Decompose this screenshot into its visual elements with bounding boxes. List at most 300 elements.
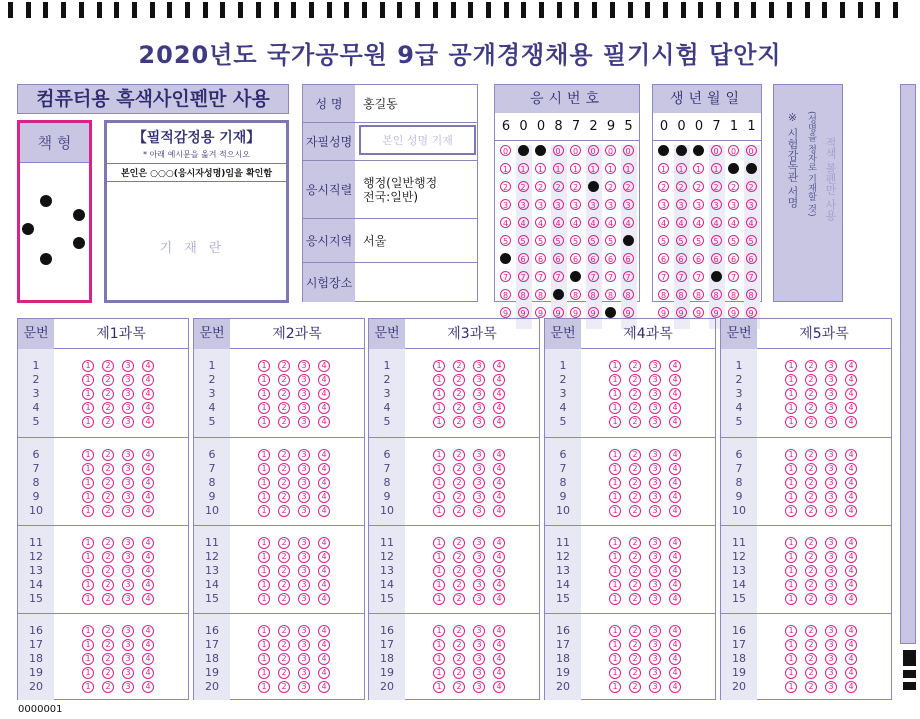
digit-bubble-4[interactable]: 4 bbox=[535, 217, 546, 228]
digit-bubble-8[interactable]: 8 bbox=[570, 289, 581, 300]
digit-bubble-7[interactable]: 7 bbox=[658, 271, 669, 282]
answer-bubble-1[interactable]: 1 bbox=[258, 639, 270, 651]
answer-bubble-1[interactable]: 1 bbox=[82, 593, 94, 605]
digit-bubble-0[interactable]: 0 bbox=[500, 145, 511, 156]
answer-bubble-3[interactable]: 3 bbox=[649, 593, 661, 605]
digit-bubble-7[interactable]: 7 bbox=[693, 271, 704, 282]
answer-bubble-4[interactable]: 4 bbox=[142, 463, 154, 475]
answer-bubble-3[interactable]: 3 bbox=[473, 537, 485, 549]
answer-bubble-1[interactable]: 1 bbox=[609, 667, 621, 679]
digit-bubble-0[interactable]: 0 bbox=[728, 145, 739, 156]
answer-bubble-1[interactable]: 1 bbox=[258, 551, 270, 563]
answer-bubble-3[interactable]: 3 bbox=[122, 388, 134, 400]
answer-bubble-2[interactable]: 2 bbox=[629, 653, 641, 665]
answer-bubble-2[interactable]: 2 bbox=[805, 639, 817, 651]
answer-bubble-1[interactable]: 1 bbox=[82, 449, 94, 461]
answer-bubble-4[interactable]: 4 bbox=[493, 579, 505, 591]
answer-bubble-4[interactable]: 4 bbox=[318, 477, 330, 489]
answer-bubble-4[interactable]: 4 bbox=[845, 537, 857, 549]
answer-bubble-1[interactable]: 1 bbox=[82, 667, 94, 679]
answer-bubble-3[interactable]: 3 bbox=[122, 551, 134, 563]
answer-bubble-3[interactable]: 3 bbox=[122, 593, 134, 605]
answer-bubble-4[interactable]: 4 bbox=[845, 416, 857, 428]
digit-bubble-5[interactable]: 5 bbox=[518, 235, 529, 246]
answer-bubble-2[interactable]: 2 bbox=[278, 505, 290, 517]
answer-bubble-4[interactable]: 4 bbox=[493, 463, 505, 475]
answer-bubble-2[interactable]: 2 bbox=[102, 593, 114, 605]
answer-bubble-3[interactable]: 3 bbox=[649, 565, 661, 577]
answer-bubble-1[interactable]: 1 bbox=[433, 625, 445, 637]
digit-bubble-1[interactable]: 1 bbox=[535, 163, 546, 174]
answer-bubble-4[interactable]: 4 bbox=[493, 505, 505, 517]
answer-bubble-3[interactable]: 3 bbox=[298, 477, 310, 489]
answer-bubble-3[interactable]: 3 bbox=[473, 491, 485, 503]
digit-bubble-4[interactable]: 4 bbox=[588, 217, 599, 228]
digit-bubble-2[interactable]: 2 bbox=[746, 181, 757, 192]
answer-bubble-1[interactable]: 1 bbox=[609, 565, 621, 577]
answer-bubble-3[interactable]: 3 bbox=[825, 537, 837, 549]
answer-bubble-2[interactable]: 2 bbox=[278, 402, 290, 414]
digit-bubble-4[interactable]: 4 bbox=[500, 217, 511, 228]
answer-bubble-1[interactable]: 1 bbox=[258, 593, 270, 605]
answer-bubble-4[interactable]: 4 bbox=[142, 593, 154, 605]
answer-bubble-3[interactable]: 3 bbox=[649, 491, 661, 503]
answer-bubble-3[interactable]: 3 bbox=[473, 402, 485, 414]
answer-bubble-3[interactable]: 3 bbox=[649, 681, 661, 693]
answer-bubble-4[interactable]: 4 bbox=[845, 639, 857, 651]
answer-bubble-2[interactable]: 2 bbox=[278, 625, 290, 637]
digit-bubble-8[interactable]: 8 bbox=[518, 289, 529, 300]
digit-bubble-5[interactable]: 5 bbox=[605, 235, 616, 246]
digit-bubble-4[interactable]: 4 bbox=[553, 217, 564, 228]
answer-bubble-4[interactable]: 4 bbox=[142, 681, 154, 693]
answer-bubble-4[interactable]: 4 bbox=[142, 653, 154, 665]
answer-bubble-1[interactable]: 1 bbox=[785, 402, 797, 414]
answer-bubble-1[interactable]: 1 bbox=[433, 402, 445, 414]
answer-bubble-2[interactable]: 2 bbox=[805, 402, 817, 414]
signature-field[interactable]: 본인 성명 기재 bbox=[359, 125, 476, 155]
answer-bubble-1[interactable]: 1 bbox=[258, 537, 270, 549]
answer-bubble-1[interactable]: 1 bbox=[785, 374, 797, 386]
answer-bubble-1[interactable]: 1 bbox=[609, 639, 621, 651]
answer-bubble-4[interactable]: 4 bbox=[669, 477, 681, 489]
answer-bubble-4[interactable]: 4 bbox=[318, 402, 330, 414]
digit-bubble-6[interactable]: 6 bbox=[728, 253, 739, 264]
answer-bubble-3[interactable]: 3 bbox=[649, 374, 661, 386]
answer-bubble-3[interactable]: 3 bbox=[825, 681, 837, 693]
digit-bubble-6[interactable]: 6 bbox=[746, 253, 757, 264]
answer-bubble-4[interactable]: 4 bbox=[669, 463, 681, 475]
answer-bubble-2[interactable]: 2 bbox=[102, 667, 114, 679]
answer-bubble-4[interactable]: 4 bbox=[669, 653, 681, 665]
digit-bubble-6[interactable]: 6 bbox=[500, 253, 511, 264]
answer-bubble-3[interactable]: 3 bbox=[825, 360, 837, 372]
answer-bubble-4[interactable]: 4 bbox=[669, 360, 681, 372]
answer-bubble-4[interactable]: 4 bbox=[142, 565, 154, 577]
answer-bubble-1[interactable]: 1 bbox=[82, 477, 94, 489]
answer-bubble-3[interactable]: 3 bbox=[298, 360, 310, 372]
digit-bubble-8[interactable]: 8 bbox=[658, 289, 669, 300]
answer-bubble-3[interactable]: 3 bbox=[122, 625, 134, 637]
answer-bubble-3[interactable]: 3 bbox=[473, 667, 485, 679]
answer-bubble-2[interactable]: 2 bbox=[453, 374, 465, 386]
digit-bubble-7[interactable]: 7 bbox=[711, 271, 722, 282]
answer-bubble-1[interactable]: 1 bbox=[609, 579, 621, 591]
answer-bubble-4[interactable]: 4 bbox=[669, 667, 681, 679]
answer-bubble-4[interactable]: 4 bbox=[845, 491, 857, 503]
answer-bubble-4[interactable]: 4 bbox=[669, 593, 681, 605]
answer-bubble-3[interactable]: 3 bbox=[649, 625, 661, 637]
digit-bubble-3[interactable]: 3 bbox=[588, 199, 599, 210]
answer-bubble-1[interactable]: 1 bbox=[785, 477, 797, 489]
digit-bubble-2[interactable]: 2 bbox=[605, 181, 616, 192]
digit-bubble-9[interactable]: 9 bbox=[570, 307, 581, 318]
digit-bubble-7[interactable]: 7 bbox=[570, 271, 581, 282]
digit-bubble-1[interactable]: 1 bbox=[693, 163, 704, 174]
handwriting-area[interactable]: 기재란 bbox=[159, 241, 234, 256]
answer-bubble-2[interactable]: 2 bbox=[102, 449, 114, 461]
digit-bubble-1[interactable]: 1 bbox=[728, 163, 739, 174]
digit-bubble-1[interactable]: 1 bbox=[746, 163, 757, 174]
answer-bubble-4[interactable]: 4 bbox=[845, 565, 857, 577]
answer-bubble-2[interactable]: 2 bbox=[102, 537, 114, 549]
answer-bubble-2[interactable]: 2 bbox=[102, 360, 114, 372]
answer-bubble-2[interactable]: 2 bbox=[805, 374, 817, 386]
digit-bubble-4[interactable]: 4 bbox=[746, 217, 757, 228]
answer-bubble-2[interactable]: 2 bbox=[102, 579, 114, 591]
answer-bubble-2[interactable]: 2 bbox=[629, 537, 641, 549]
answer-bubble-2[interactable]: 2 bbox=[629, 639, 641, 651]
digit-bubble-5[interactable]: 5 bbox=[623, 235, 634, 246]
digit-bubble-0[interactable]: 0 bbox=[553, 145, 564, 156]
answer-bubble-3[interactable]: 3 bbox=[298, 625, 310, 637]
answer-bubble-4[interactable]: 4 bbox=[493, 593, 505, 605]
answer-bubble-4[interactable]: 4 bbox=[493, 625, 505, 637]
answer-bubble-3[interactable]: 3 bbox=[473, 388, 485, 400]
answer-bubble-1[interactable]: 1 bbox=[258, 402, 270, 414]
answer-bubble-2[interactable]: 2 bbox=[102, 681, 114, 693]
digit-bubble-6[interactable]: 6 bbox=[518, 253, 529, 264]
answer-bubble-4[interactable]: 4 bbox=[669, 579, 681, 591]
answer-bubble-2[interactable]: 2 bbox=[805, 416, 817, 428]
answer-bubble-3[interactable]: 3 bbox=[473, 639, 485, 651]
digit-bubble-2[interactable]: 2 bbox=[553, 181, 564, 192]
answer-bubble-2[interactable]: 2 bbox=[278, 463, 290, 475]
answer-bubble-4[interactable]: 4 bbox=[318, 360, 330, 372]
answer-bubble-2[interactable]: 2 bbox=[453, 402, 465, 414]
digit-bubble-0[interactable]: 0 bbox=[605, 145, 616, 156]
answer-bubble-1[interactable]: 1 bbox=[785, 537, 797, 549]
digit-bubble-0[interactable]: 0 bbox=[588, 145, 599, 156]
digit-bubble-2[interactable]: 2 bbox=[500, 181, 511, 192]
answer-bubble-2[interactable]: 2 bbox=[629, 593, 641, 605]
answer-bubble-1[interactable]: 1 bbox=[785, 491, 797, 503]
answer-bubble-2[interactable]: 2 bbox=[629, 416, 641, 428]
answer-bubble-2[interactable]: 2 bbox=[805, 565, 817, 577]
answer-bubble-4[interactable]: 4 bbox=[669, 416, 681, 428]
answer-bubble-2[interactable]: 2 bbox=[453, 579, 465, 591]
answer-bubble-4[interactable]: 4 bbox=[845, 449, 857, 461]
digit-bubble-1[interactable]: 1 bbox=[605, 163, 616, 174]
digit-bubble-1[interactable]: 1 bbox=[553, 163, 564, 174]
digit-bubble-9[interactable]: 9 bbox=[711, 307, 722, 318]
answer-bubble-1[interactable]: 1 bbox=[433, 667, 445, 679]
answer-bubble-3[interactable]: 3 bbox=[122, 639, 134, 651]
answer-bubble-1[interactable]: 1 bbox=[609, 625, 621, 637]
answer-bubble-3[interactable]: 3 bbox=[825, 505, 837, 517]
digit-bubble-3[interactable]: 3 bbox=[676, 199, 687, 210]
answer-bubble-2[interactable]: 2 bbox=[629, 667, 641, 679]
digit-bubble-7[interactable]: 7 bbox=[500, 271, 511, 282]
answer-bubble-1[interactable]: 1 bbox=[258, 505, 270, 517]
answer-bubble-1[interactable]: 1 bbox=[609, 374, 621, 386]
answer-bubble-4[interactable]: 4 bbox=[142, 667, 154, 679]
answer-bubble-1[interactable]: 1 bbox=[785, 653, 797, 665]
answer-bubble-2[interactable]: 2 bbox=[278, 388, 290, 400]
answer-bubble-1[interactable]: 1 bbox=[609, 537, 621, 549]
digit-bubble-1[interactable]: 1 bbox=[623, 163, 634, 174]
answer-bubble-3[interactable]: 3 bbox=[473, 463, 485, 475]
digit-bubble-9[interactable]: 9 bbox=[728, 307, 739, 318]
digit-bubble-4[interactable]: 4 bbox=[711, 217, 722, 228]
digit-bubble-3[interactable]: 3 bbox=[693, 199, 704, 210]
digit-bubble-1[interactable]: 1 bbox=[500, 163, 511, 174]
answer-bubble-4[interactable]: 4 bbox=[142, 505, 154, 517]
answer-bubble-2[interactable]: 2 bbox=[278, 360, 290, 372]
answer-bubble-4[interactable]: 4 bbox=[493, 388, 505, 400]
digit-bubble-9[interactable]: 9 bbox=[623, 307, 634, 318]
digit-bubble-4[interactable]: 4 bbox=[570, 217, 581, 228]
answer-bubble-4[interactable]: 4 bbox=[142, 491, 154, 503]
digit-bubble-1[interactable]: 1 bbox=[658, 163, 669, 174]
answer-bubble-2[interactable]: 2 bbox=[278, 374, 290, 386]
answer-bubble-1[interactable]: 1 bbox=[258, 416, 270, 428]
answer-bubble-2[interactable]: 2 bbox=[102, 565, 114, 577]
answer-bubble-4[interactable]: 4 bbox=[142, 360, 154, 372]
digit-bubble-0[interactable]: 0 bbox=[746, 145, 757, 156]
digit-bubble-8[interactable]: 8 bbox=[588, 289, 599, 300]
answer-bubble-2[interactable]: 2 bbox=[629, 449, 641, 461]
answer-bubble-4[interactable]: 4 bbox=[493, 402, 505, 414]
answer-bubble-4[interactable]: 4 bbox=[493, 537, 505, 549]
answer-bubble-4[interactable]: 4 bbox=[845, 667, 857, 679]
digit-bubble-9[interactable]: 9 bbox=[658, 307, 669, 318]
answer-bubble-2[interactable]: 2 bbox=[102, 625, 114, 637]
answer-bubble-4[interactable]: 4 bbox=[669, 565, 681, 577]
digit-bubble-6[interactable]: 6 bbox=[570, 253, 581, 264]
answer-bubble-3[interactable]: 3 bbox=[473, 360, 485, 372]
digit-bubble-6[interactable]: 6 bbox=[658, 253, 669, 264]
answer-bubble-2[interactable]: 2 bbox=[278, 449, 290, 461]
answer-bubble-2[interactable]: 2 bbox=[629, 551, 641, 563]
answer-bubble-3[interactable]: 3 bbox=[825, 593, 837, 605]
answer-bubble-2[interactable]: 2 bbox=[453, 416, 465, 428]
answer-bubble-4[interactable]: 4 bbox=[142, 449, 154, 461]
answer-bubble-2[interactable]: 2 bbox=[805, 625, 817, 637]
answer-bubble-3[interactable]: 3 bbox=[473, 477, 485, 489]
answer-bubble-2[interactable]: 2 bbox=[278, 416, 290, 428]
answer-bubble-2[interactable]: 2 bbox=[453, 537, 465, 549]
answer-bubble-4[interactable]: 4 bbox=[493, 491, 505, 503]
answer-bubble-1[interactable]: 1 bbox=[609, 681, 621, 693]
answer-bubble-2[interactable]: 2 bbox=[278, 667, 290, 679]
digit-bubble-7[interactable]: 7 bbox=[676, 271, 687, 282]
answer-bubble-2[interactable]: 2 bbox=[453, 491, 465, 503]
answer-bubble-3[interactable]: 3 bbox=[298, 505, 310, 517]
answer-bubble-1[interactable]: 1 bbox=[258, 565, 270, 577]
answer-bubble-1[interactable]: 1 bbox=[785, 593, 797, 605]
answer-bubble-1[interactable]: 1 bbox=[609, 388, 621, 400]
digit-bubble-7[interactable]: 7 bbox=[605, 271, 616, 282]
answer-bubble-1[interactable]: 1 bbox=[258, 491, 270, 503]
answer-bubble-4[interactable]: 4 bbox=[493, 681, 505, 693]
answer-bubble-1[interactable]: 1 bbox=[82, 639, 94, 651]
answer-bubble-2[interactable]: 2 bbox=[805, 681, 817, 693]
answer-bubble-4[interactable]: 4 bbox=[493, 449, 505, 461]
digit-bubble-2[interactable]: 2 bbox=[518, 181, 529, 192]
answer-bubble-2[interactable]: 2 bbox=[629, 477, 641, 489]
answer-bubble-3[interactable]: 3 bbox=[649, 639, 661, 651]
answer-bubble-2[interactable]: 2 bbox=[102, 491, 114, 503]
answer-bubble-2[interactable]: 2 bbox=[629, 565, 641, 577]
answer-bubble-4[interactable]: 4 bbox=[142, 477, 154, 489]
answer-bubble-4[interactable]: 4 bbox=[142, 402, 154, 414]
answer-bubble-3[interactable]: 3 bbox=[825, 579, 837, 591]
digit-bubble-2[interactable]: 2 bbox=[728, 181, 739, 192]
digit-bubble-3[interactable]: 3 bbox=[658, 199, 669, 210]
answer-bubble-3[interactable]: 3 bbox=[825, 653, 837, 665]
digit-bubble-5[interactable]: 5 bbox=[711, 235, 722, 246]
answer-bubble-4[interactable]: 4 bbox=[669, 537, 681, 549]
answer-bubble-1[interactable]: 1 bbox=[82, 681, 94, 693]
answer-bubble-3[interactable]: 3 bbox=[473, 505, 485, 517]
answer-bubble-2[interactable]: 2 bbox=[453, 653, 465, 665]
answer-bubble-2[interactable]: 2 bbox=[453, 360, 465, 372]
digit-bubble-2[interactable]: 2 bbox=[676, 181, 687, 192]
digit-bubble-5[interactable]: 5 bbox=[535, 235, 546, 246]
answer-bubble-4[interactable]: 4 bbox=[845, 625, 857, 637]
answer-bubble-2[interactable]: 2 bbox=[278, 681, 290, 693]
digit-bubble-7[interactable]: 7 bbox=[535, 271, 546, 282]
answer-bubble-3[interactable]: 3 bbox=[298, 402, 310, 414]
digit-bubble-3[interactable]: 3 bbox=[500, 199, 511, 210]
answer-bubble-1[interactable]: 1 bbox=[785, 416, 797, 428]
answer-bubble-3[interactable]: 3 bbox=[649, 667, 661, 679]
digit-bubble-7[interactable]: 7 bbox=[746, 271, 757, 282]
digit-bubble-3[interactable]: 3 bbox=[728, 199, 739, 210]
digit-bubble-2[interactable]: 2 bbox=[693, 181, 704, 192]
answer-bubble-3[interactable]: 3 bbox=[298, 449, 310, 461]
answer-bubble-4[interactable]: 4 bbox=[142, 416, 154, 428]
answer-bubble-3[interactable]: 3 bbox=[825, 565, 837, 577]
name-value[interactable]: 홍길동 bbox=[363, 96, 398, 111]
answer-bubble-3[interactable]: 3 bbox=[825, 491, 837, 503]
answer-bubble-1[interactable]: 1 bbox=[609, 593, 621, 605]
answer-bubble-4[interactable]: 4 bbox=[845, 579, 857, 591]
digit-bubble-6[interactable]: 6 bbox=[623, 253, 634, 264]
answer-bubble-4[interactable]: 4 bbox=[318, 579, 330, 591]
answer-bubble-4[interactable]: 4 bbox=[318, 551, 330, 563]
digit-bubble-3[interactable]: 3 bbox=[711, 199, 722, 210]
answer-bubble-2[interactable]: 2 bbox=[453, 551, 465, 563]
digit-bubble-2[interactable]: 2 bbox=[623, 181, 634, 192]
answer-bubble-3[interactable]: 3 bbox=[649, 579, 661, 591]
answer-bubble-1[interactable]: 1 bbox=[82, 388, 94, 400]
answer-bubble-2[interactable]: 2 bbox=[453, 505, 465, 517]
digit-bubble-8[interactable]: 8 bbox=[553, 289, 564, 300]
digit-bubble-5[interactable]: 5 bbox=[553, 235, 564, 246]
answer-bubble-2[interactable]: 2 bbox=[629, 681, 641, 693]
answer-bubble-3[interactable]: 3 bbox=[298, 565, 310, 577]
digit-bubble-7[interactable]: 7 bbox=[553, 271, 564, 282]
digit-bubble-1[interactable]: 1 bbox=[570, 163, 581, 174]
answer-bubble-4[interactable]: 4 bbox=[493, 565, 505, 577]
answer-bubble-1[interactable]: 1 bbox=[258, 449, 270, 461]
answer-bubble-1[interactable]: 1 bbox=[785, 579, 797, 591]
digit-bubble-0[interactable]: 0 bbox=[693, 145, 704, 156]
answer-bubble-1[interactable]: 1 bbox=[785, 639, 797, 651]
answer-bubble-3[interactable]: 3 bbox=[122, 667, 134, 679]
answer-bubble-1[interactable]: 1 bbox=[785, 565, 797, 577]
digit-bubble-7[interactable]: 7 bbox=[728, 271, 739, 282]
answer-bubble-1[interactable]: 1 bbox=[258, 579, 270, 591]
answer-bubble-4[interactable]: 4 bbox=[318, 537, 330, 549]
answer-bubble-1[interactable]: 1 bbox=[433, 565, 445, 577]
answer-bubble-4[interactable]: 4 bbox=[142, 374, 154, 386]
digit-bubble-4[interactable]: 4 bbox=[658, 217, 669, 228]
job-value[interactable] bbox=[363, 161, 437, 218]
answer-bubble-3[interactable]: 3 bbox=[122, 537, 134, 549]
answer-bubble-1[interactable]: 1 bbox=[82, 551, 94, 563]
digit-bubble-6[interactable]: 6 bbox=[553, 253, 564, 264]
digit-bubble-5[interactable]: 5 bbox=[588, 235, 599, 246]
answer-bubble-2[interactable]: 2 bbox=[453, 593, 465, 605]
answer-bubble-2[interactable]: 2 bbox=[629, 402, 641, 414]
answer-bubble-1[interactable]: 1 bbox=[433, 491, 445, 503]
answer-bubble-1[interactable]: 1 bbox=[433, 449, 445, 461]
answer-bubble-4[interactable]: 4 bbox=[669, 639, 681, 651]
digit-bubble-1[interactable]: 1 bbox=[588, 163, 599, 174]
answer-bubble-3[interactable]: 3 bbox=[825, 388, 837, 400]
answer-bubble-1[interactable]: 1 bbox=[82, 416, 94, 428]
digit-bubble-2[interactable]: 2 bbox=[658, 181, 669, 192]
digit-bubble-2[interactable]: 2 bbox=[588, 181, 599, 192]
answer-bubble-3[interactable]: 3 bbox=[298, 639, 310, 651]
answer-bubble-3[interactable]: 3 bbox=[122, 402, 134, 414]
digit-bubble-0[interactable]: 0 bbox=[658, 145, 669, 156]
answer-bubble-3[interactable]: 3 bbox=[649, 402, 661, 414]
answer-bubble-2[interactable]: 2 bbox=[805, 653, 817, 665]
answer-bubble-3[interactable]: 3 bbox=[298, 537, 310, 549]
answer-bubble-3[interactable]: 3 bbox=[825, 463, 837, 475]
answer-bubble-1[interactable]: 1 bbox=[258, 667, 270, 679]
answer-bubble-2[interactable]: 2 bbox=[453, 449, 465, 461]
answer-bubble-3[interactable]: 3 bbox=[825, 449, 837, 461]
answer-bubble-2[interactable]: 2 bbox=[629, 388, 641, 400]
answer-bubble-3[interactable]: 3 bbox=[473, 593, 485, 605]
answer-bubble-2[interactable]: 2 bbox=[629, 579, 641, 591]
digit-bubble-0[interactable]: 0 bbox=[535, 145, 546, 156]
answer-bubble-1[interactable]: 1 bbox=[433, 374, 445, 386]
answer-bubble-2[interactable]: 2 bbox=[102, 416, 114, 428]
answer-bubble-1[interactable]: 1 bbox=[433, 639, 445, 651]
digit-bubble-9[interactable]: 9 bbox=[500, 307, 511, 318]
answer-bubble-1[interactable]: 1 bbox=[433, 463, 445, 475]
answer-bubble-2[interactable]: 2 bbox=[278, 537, 290, 549]
digit-bubble-2[interactable]: 2 bbox=[711, 181, 722, 192]
answer-bubble-3[interactable]: 3 bbox=[825, 416, 837, 428]
answer-bubble-4[interactable]: 4 bbox=[318, 625, 330, 637]
